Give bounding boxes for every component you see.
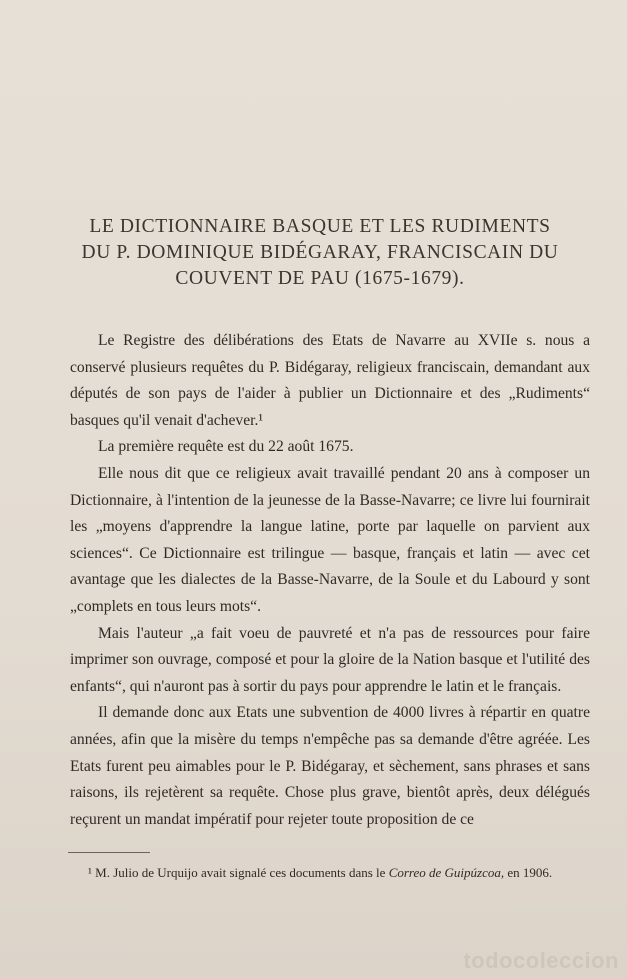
title-line-1: LE DICTIONNAIRE BASQUE ET LES RUDIMENTS [89,216,551,237]
article-body [70,328,590,833]
paragraph-1: Le Registre des délibérations des Etats de Navarre au XVIIe s. nous a conservé plusieurs requêtes du P. Bidégaray, religieux franciscain, demandant aux députés de son pays de l'aider à publier un Dictionnaire et des „Rudiments“ basques qu'il venait d'achever.¹ [70,332,590,429]
title-line-2: DU P. DOMINIQUE BIDÉGARAY, FRANCISCAIN DU [81,242,559,263]
footnote-text-before: M. Julio de Urquijo avait signalé ces documents dans le [91,865,389,880]
footnote-text [70,862,590,884]
article-title [60,214,580,292]
paragraph-4: Mais l'auteur „a fait voeu de pauvreté et n'a pas de ressources pour faire imprimer son ouvrage, composé et pour la gloire de la Nation basque et l'utilité des enfants“, qui n'auront pas à sortir du pays pour apprendre le latin et le français. [70,624,590,695]
paragraph-3: Elle nous dit que ce religieux avait travaillé pendant 20 ans à composer un Dictionnaire, à l'intention de la jeunesse de la Basse-Navarre; ce livre lui fournirait les „moyens d'apprendre la langue latine, porte par laquelle on parvient aux sciences“. Ce Dictionnaire est trilingue — basque, français et latin — avec cet avantage que les dialectes de la Basse-Navarre, de la Soule et du Labourd y sont „complets en tous leurs mots“. [70,464,590,615]
watermark: todocoleccion [463,948,619,973]
footnote [70,862,590,884]
paragraph-2: La première requête est du 22 août 1675. [98,438,354,456]
title-line-3: COUVENT DE PAU (1675-1679). [175,268,465,289]
footnote-marker: ¹ [88,865,92,880]
footnote-italic-title: Correo de Guipúzcoa, [388,865,505,880]
paragraph-5: Il demande donc aux Etats une subvention de 4000 livres à répartir en quatre années, afin que la misère du temps n'empêche pas sa demande d'être agréée. Les Etats furent peu aimables pour le P. Bidégaray, et sèchement, sans phrases et sans raisons, ils rejetèrent sa requête. Chose plus grave, bientôt après, deux délégués reçurent un mandat impératif pour rejeter toute proposition de ce [70,704,590,828]
footnote-divider [68,852,150,853]
footnote-text-after: en 1906. [504,865,553,880]
